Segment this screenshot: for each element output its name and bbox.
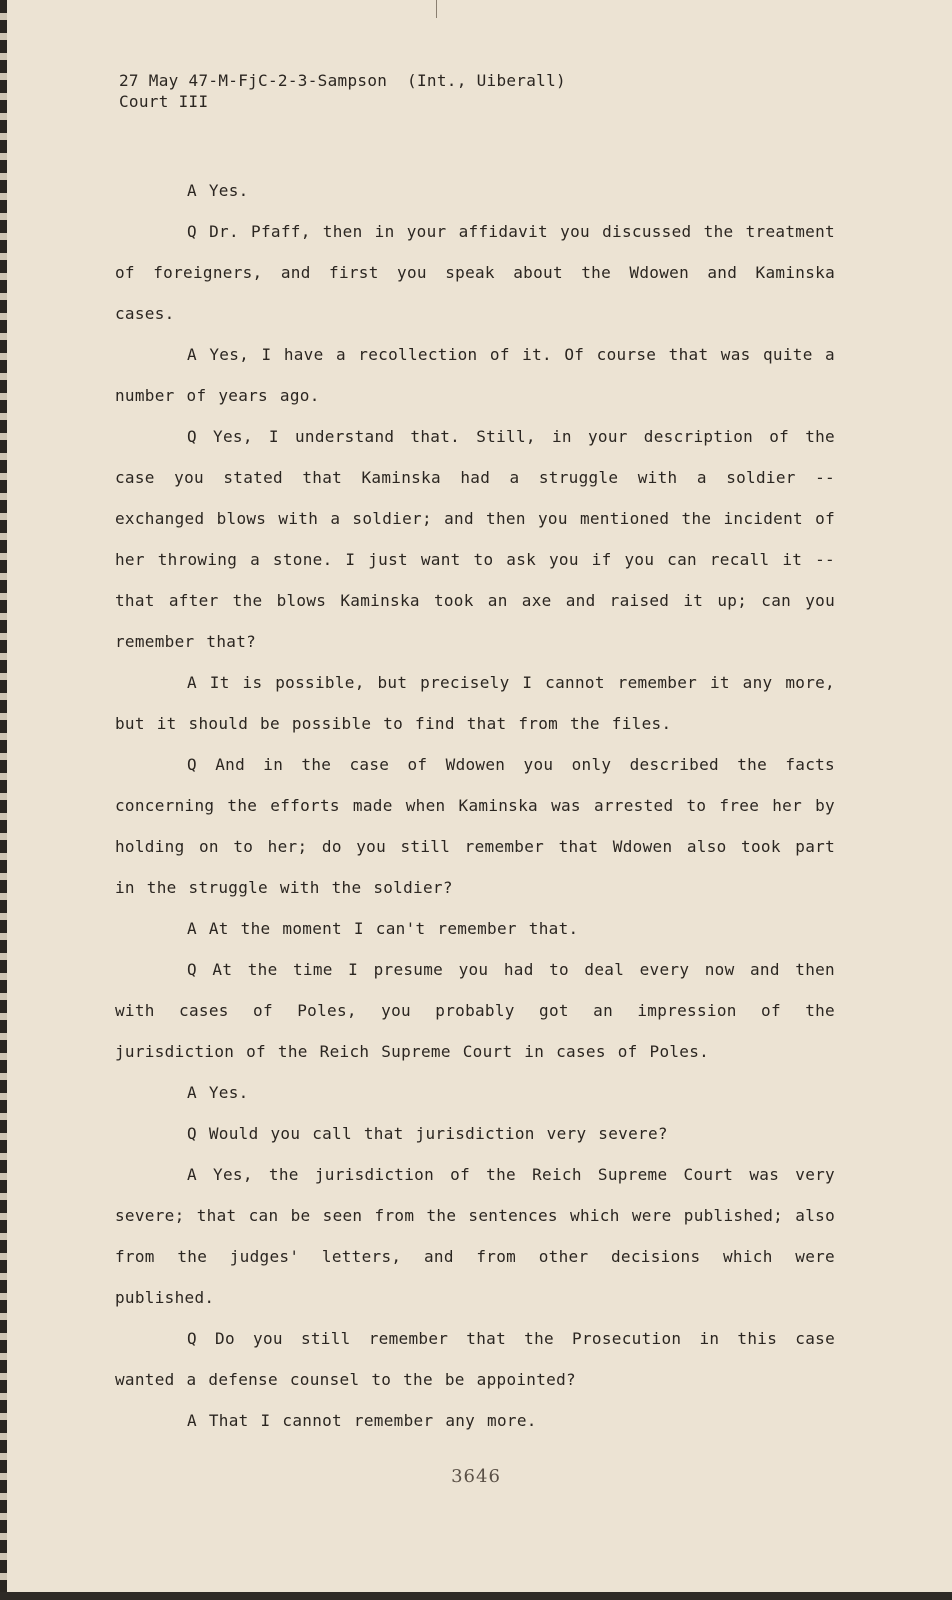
paragraph: A That I cannot remember any more. <box>187 1411 537 1430</box>
paragraph: Q Do you still remember that the Prosecution in this case wanted a defense counsel to the be appointed? <box>115 1329 835 1389</box>
transcript-header <box>119 70 566 112</box>
paragraph: A It is possible, but precisely I cannot remember it any more, but it should be possible to find that from the files. <box>115 673 835 733</box>
page-bottom-edge <box>0 1592 952 1600</box>
paragraph: Q Would you call that jurisdiction very severe? <box>187 1124 668 1143</box>
paragraph: Q Dr. Pfaff, then in your affidavit you discussed the treatment of foreigners, and first you speak about the Wdowen and Kaminska cases. <box>115 222 835 323</box>
paragraph: A Yes, the jurisdiction of the Reich Supreme Court was very severe; that can be seen from the sentences which were published; also from the judges' letters, and from other decisions which were published. <box>115 1165 835 1307</box>
transcript-body <box>115 170 835 1441</box>
paragraph: Q Yes, I understand that. Still, in your description of the case you stated that Kaminska had a struggle with a soldier -- exchanged blows with a soldier; and then you mentioned the incident of her throwing a stone. I just want to ask you if you can recall it -- that after the blows Kaminska took an axe and raised it up; can you remember that? <box>115 427 835 651</box>
paragraph: Q At the time I presume you had to deal every now and then with cases of Poles, you probably got an impression of the jurisdiction of the Reich Supreme Court in cases of Poles. <box>115 960 835 1061</box>
paragraph: A Yes. <box>187 1083 249 1102</box>
fold-mark <box>436 0 437 18</box>
page-number: 3646 <box>451 1466 501 1487</box>
header-court-line: Court III <box>119 92 209 111</box>
paragraph: A At the moment I can't remember that. <box>187 919 579 938</box>
paragraph: A Yes. <box>187 181 249 200</box>
binding-holes <box>0 0 7 1600</box>
header-session-line: 27 May 47-M-FjC-2-3-Sampson (Int., Uiberall) <box>119 71 566 90</box>
paragraph: Q And in the case of Wdowen you only described the facts concerning the efforts made when Kaminska was arrested to free her by holding on to her; do you still remember that Wdowen also took part in the struggle with the soldier? <box>115 755 835 897</box>
paragraph: A Yes, I have a recollection of it. Of course that was quite a number of years ago. <box>115 345 835 405</box>
